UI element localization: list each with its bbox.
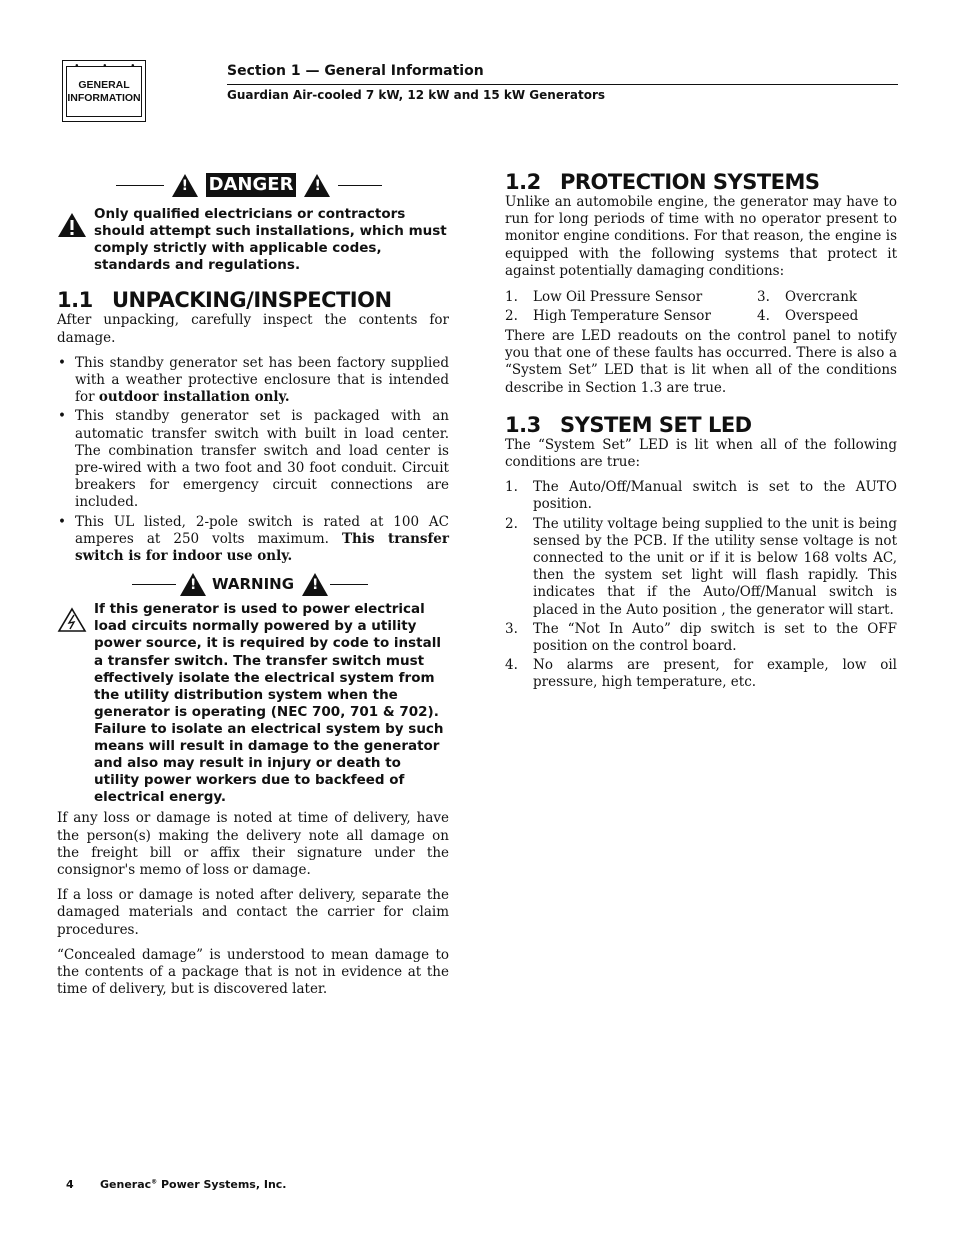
- loss-at-delivery-paragraph: If any loss or damage is noted at time of delivery, have the person(s) making the delivery note all damage on the freight bill or affix their signature under the consignor's memo of loss or damage.: [57, 810, 449, 878]
- loss-after-delivery-paragraph: If a loss or damage is noted after delivery, separate the damaged materials and contact the carrier for claim procedures.: [57, 887, 449, 938]
- danger-text: Only qualified electricians or contractors should attempt such installations, which must comply strictly with applicable codes, standards and regulations.: [94, 206, 447, 274]
- section-number: 1.3: [505, 412, 541, 437]
- section-number: 1.2: [505, 170, 541, 194]
- banner-rule: [132, 584, 176, 585]
- company-suffix: Power Systems, Inc.: [157, 1178, 287, 1191]
- item-number: 4.: [505, 657, 518, 674]
- list-item: [505, 657, 897, 691]
- led-readouts-paragraph: There are LED readouts on the control panel to notify you that one of these faults has occurred. There is also a “System Set” LED that is lit when all of the conditions describe in Section 1.3 are true.: [505, 328, 897, 396]
- registered-mark: ®: [151, 1178, 158, 1186]
- list-item: [505, 288, 757, 307]
- warning-notice: [57, 601, 449, 806]
- item-number: 1.: [505, 479, 518, 496]
- item-number: 3.: [757, 289, 770, 306]
- warning-triangle-icon: !: [172, 174, 198, 197]
- bullet-emphasis: outdoor installation only.: [98, 389, 290, 406]
- protection-systems-list: [505, 288, 897, 326]
- item-label: Overcrank: [785, 289, 858, 306]
- concealed-damage-paragraph: “Concealed damage” is understood to mean damage to the contents of a package that is not in evidence at the time of delivery, but is discovered later.: [57, 946, 449, 998]
- danger-banner: [49, 170, 449, 200]
- tab-dot: ●: [131, 63, 135, 69]
- warning-label: WARNING: [211, 575, 295, 594]
- danger-triangle-icon: [57, 212, 87, 238]
- list-item: [57, 355, 449, 407]
- tab-line1: GENERAL: [78, 78, 130, 91]
- item-number: 2.: [505, 515, 518, 532]
- section-heading: Section 1 — General Information: [227, 63, 484, 79]
- section-number: 1.1: [57, 288, 93, 313]
- system-set-conditions: [505, 479, 897, 691]
- item-number: 1.: [505, 289, 518, 306]
- bullet-emphasis: This transfer switch is for indoor use only.: [75, 530, 450, 565]
- warning-text: If this generator is used to power electrical load circuits normally powered by a utility power source, it is required by code to install a transfer switch. The transfer switch must effectively isolate the electrical system from the utility distribution system when the generator is operating (NEC 700, 701 & 702). Failure to isolate an electrical system by such means will result in damage to the generator and also may result in injury or death to utility power workers due to backfeed of electrical energy.: [94, 601, 444, 806]
- list-item: [757, 288, 897, 307]
- left-column: [57, 170, 449, 1006]
- bullet-text: This standby generator set has been factory supplied with a weather protective enclosure that is intended for: [75, 354, 449, 406]
- list-item: [57, 514, 449, 566]
- page-footer: [66, 1178, 286, 1191]
- section-1-1-heading: [57, 288, 449, 312]
- document-subtitle: Guardian Air-cooled 7 kW, 12 kW and 15 kW Generators: [227, 88, 606, 102]
- list-item: [757, 307, 897, 326]
- item-label: Overspeed: [785, 308, 859, 325]
- tab-line2: INFORMATION: [67, 91, 141, 104]
- warning-triangle-icon: !: [304, 174, 330, 197]
- item-number: 4.: [757, 308, 770, 325]
- bullet-text: This standby generator set is packaged with an automatic transfer switch with built in load center. The combination transfer switch and load center is pre-wired with a two foot and 30 foot conduit. Circuit breakers for emergency circuit connections are included.: [75, 408, 449, 511]
- warning-triangle-icon: !: [180, 573, 206, 596]
- danger-label: DANGER: [206, 173, 297, 197]
- unpacking-list: [57, 355, 449, 565]
- section-title: UNPACKING/INSPECTION: [112, 288, 392, 313]
- list-item: [505, 307, 757, 326]
- protection-intro: Unlike an automobile engine, the generator may have to run for long periods of time with no operator present to monitor engine conditions. For that reason, the engine is equipped with the following systems that protect it against potentially damaging conditions:: [505, 194, 897, 279]
- electrical-hazard-icon: [57, 607, 87, 633]
- banner-rule: [330, 584, 368, 585]
- tab-dot: ●: [75, 63, 79, 69]
- system-set-intro: The “System Set” LED is lit when all of the following conditions are true:: [505, 436, 897, 471]
- section-1-2-heading: [505, 170, 897, 194]
- header-rule: [227, 84, 898, 85]
- section-1-3-heading: [505, 413, 897, 437]
- list-item: [505, 479, 897, 513]
- section-title: SYSTEM SET LED: [560, 412, 752, 437]
- warning-banner: [51, 571, 449, 597]
- page-number: 4: [66, 1178, 74, 1191]
- list-item: [505, 621, 897, 655]
- warning-triangle-icon: !: [302, 573, 328, 596]
- tab-dot: ●: [103, 63, 107, 69]
- bullet-text: This UL listed, 2-pole switch is rated at 100 AC amperes at 250 volts maximum.: [75, 513, 449, 547]
- item-label: High Temperature Sensor: [533, 308, 711, 325]
- item-label: Low Oil Pressure Sensor: [533, 289, 703, 306]
- item-text: The utility voltage being supplied to the unit is being sensed by the PCB. If the utility sense voltage is not connected to the unit or if it is below 168 volts AC, then the system set light will flash rapidly. This indicates that if the Auto/Off/Manual switch is placed in the Auto position , the generator will start.: [533, 515, 897, 618]
- right-column: [505, 170, 897, 694]
- section-title: PROTECTION SYSTEMS: [560, 170, 820, 194]
- item-number: 2.: [505, 308, 518, 325]
- item-text: The “Not In Auto” dip switch is set to the OFF position on the control board.: [533, 620, 897, 655]
- danger-notice: [57, 206, 449, 274]
- section-tab-label: [66, 66, 142, 117]
- list-item: [57, 408, 449, 511]
- item-number: 3.: [505, 620, 518, 637]
- section-tab: [62, 60, 146, 122]
- unpacking-intro: After unpacking, carefully inspect the contents for damage.: [57, 312, 449, 346]
- list-item: [505, 516, 897, 619]
- banner-rule: [338, 185, 382, 186]
- item-text: The Auto/Off/Manual switch is set to the AUTO position.: [533, 479, 897, 513]
- banner-rule: [116, 185, 164, 186]
- item-text: No alarms are present, for example, low oil pressure, high temperature, etc.: [533, 657, 897, 691]
- company-name: Generac: [100, 1178, 152, 1191]
